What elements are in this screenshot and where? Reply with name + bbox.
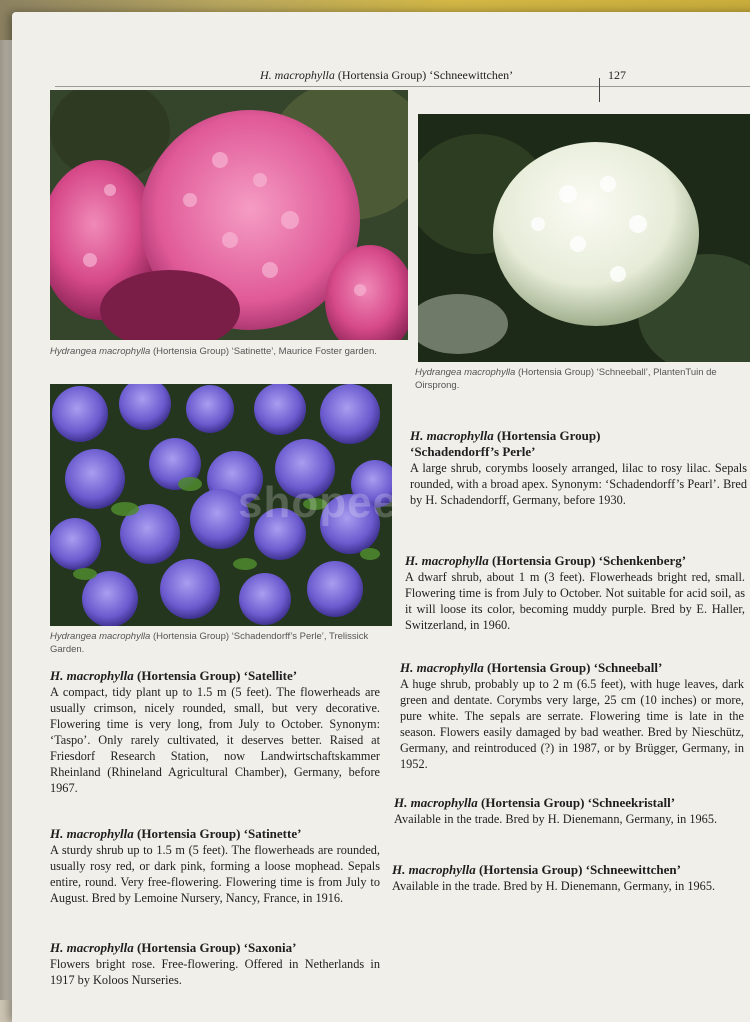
entry-title [394, 795, 734, 811]
caption-schneeball-text: (Hortensia Group) ‘Schneeball’, PlantenTuin de Oirsprong. [415, 367, 717, 391]
entry-genus: H. macrophylla [50, 826, 134, 841]
caption-satinette-species: Hydrangea macrophylla [50, 346, 151, 357]
entry-title [50, 668, 380, 684]
entry-satellite [50, 668, 380, 796]
caption-satinette [50, 345, 402, 358]
entry-cultivar: (Hortensia Group) ‘Schneekristall’ [481, 795, 676, 810]
page-edge [0, 40, 12, 1000]
entry-body: A huge shrub, probably up to 2 m (6.5 feet), with huge leaves, dark green and dentate. Corymbs very large, 25 cm (10 inches) or more, pure white. The sepals are serrate. Flowering time is late in the season. Flowers easily damaged by bad weather. Bred by Nieschütz, Germany, and reintroduced (?) in 1987, or by Brügger, Germany, in 1952. [400, 677, 744, 771]
entry-body: A sturdy shrub up to 1.5 m (5 feet). The flowerheads are rounded, usually rosy red, or dark pink, forming a loose mophead. Sepals entire, round. Very free-flowering. Flowering time is from July to August. Bred by Lemoine Nursery, Nancy, France, in 1916. [50, 843, 380, 905]
caption-schadendorffs-perle [50, 630, 370, 656]
entry-body: A dwarf shrub, about 1 m (3 feet). Flowerheads bright red, small. Flowering time is from July to October. Not suitable for acid soil, as it will loose its color, becoming muddy purple. Bred by E. Haller, Switzerland, in 1960. [405, 570, 745, 632]
entry-schneewittchen [392, 862, 732, 894]
entry-schneekristall [394, 795, 734, 827]
entry-genus: H. macrophylla [50, 668, 134, 683]
running-head-species: H. macrophylla [260, 68, 335, 82]
entry-genus: H. macrophylla [405, 553, 489, 568]
entry-cultivar: (Hortensia Group) ‘Satellite’ [137, 668, 298, 683]
running-head [260, 68, 730, 83]
running-head-rule [55, 86, 750, 87]
running-head-cultivar: (Hortensia Group) ‘Schneewittchen’ [337, 68, 514, 82]
entry-cultivar: (Hortensia Group) ‘Saxonia’ [137, 940, 297, 955]
entry-genus: H. macrophylla [394, 795, 478, 810]
watermark: shopee [238, 478, 399, 527]
entry-body: Available in the trade. Bred by H. Dienemann, Germany, in 1965. [394, 812, 718, 826]
entry-genus: H. macrophylla [50, 940, 134, 955]
entry-genus: H. macrophylla [392, 862, 476, 877]
caption-satinette-text: (Hortensia Group) ‘Satinette’, Maurice Foster garden. [152, 346, 377, 357]
entry-title [405, 553, 745, 569]
entry-body: Available in the trade. Bred by H. Dienemann, Germany, in 1965. [392, 879, 716, 893]
entry-title [400, 660, 744, 676]
entry-title [50, 826, 380, 842]
entry-cultivar: (Hortensia Group) ‘Schneeball’ [487, 660, 663, 675]
entry-body: A compact, tidy plant up to 1.5 m (5 feet). The flowerheads are usually crimson, nicely rounded, small, but very decorative. Flowering time is very long, from July to October. Synonym: ‘Taspo’. Only rarely cultivated, it deserves better. Raised at Friesdorf Research Station, now Landwirtschaftskammer Rheinland (Rhineland Agricultural Chamber), Germany, before 1967. [50, 685, 380, 795]
entry-title [392, 862, 732, 878]
entry-saxonia [50, 940, 380, 988]
pink-hydrangea-image [50, 90, 408, 340]
entry-cultivar: ‘Schadendorff’s Perle’ [410, 444, 536, 459]
entry-body: Flowers bright rose. Free-flowering. Offered in Netherlands in 1917 by Koloos Nurseries. [50, 957, 380, 987]
white-hydrangea-image [418, 114, 750, 362]
running-head-divider [599, 78, 600, 102]
entry-genus: H. macrophylla [400, 660, 484, 675]
entry-satinette [50, 826, 380, 906]
entry-schneeball [400, 660, 744, 772]
entry-cultivar: (Hortensia Group) ‘Schneewittchen’ [479, 862, 681, 877]
photo-satinette [50, 90, 408, 340]
entry-genus: H. macrophylla [410, 428, 494, 443]
entry-schenkenberg [405, 553, 745, 633]
entry-schadendorffs-perle [410, 428, 747, 508]
caption-schneeball-species: Hydrangea macrophylla [415, 367, 516, 378]
caption-schneeball [415, 366, 750, 392]
photo-schneeball [418, 114, 750, 362]
caption-perle-text: (Hortensia Group) ‘Schadendorff’s Perle’, Trelissick Garden. [50, 631, 369, 655]
entry-group: (Hortensia Group) [497, 428, 601, 443]
entry-body: A large shrub, corymbs loosely arranged, lilac to rosy lilac. Sepals rounded, with a broad apex. Synonym: ‘Schadendorff’s Pearl’. Bred by H. Schadendorff, Germany, before 1930. [410, 461, 747, 507]
entry-cultivar: (Hortensia Group) ‘Schenkenberg’ [492, 553, 687, 568]
entry-title [410, 428, 747, 460]
entry-cultivar: (Hortensia Group) ‘Satinette’ [137, 826, 302, 841]
caption-perle-species: Hydrangea macrophylla [50, 631, 151, 642]
entry-title [50, 940, 380, 956]
page-number: 127 [608, 68, 626, 82]
